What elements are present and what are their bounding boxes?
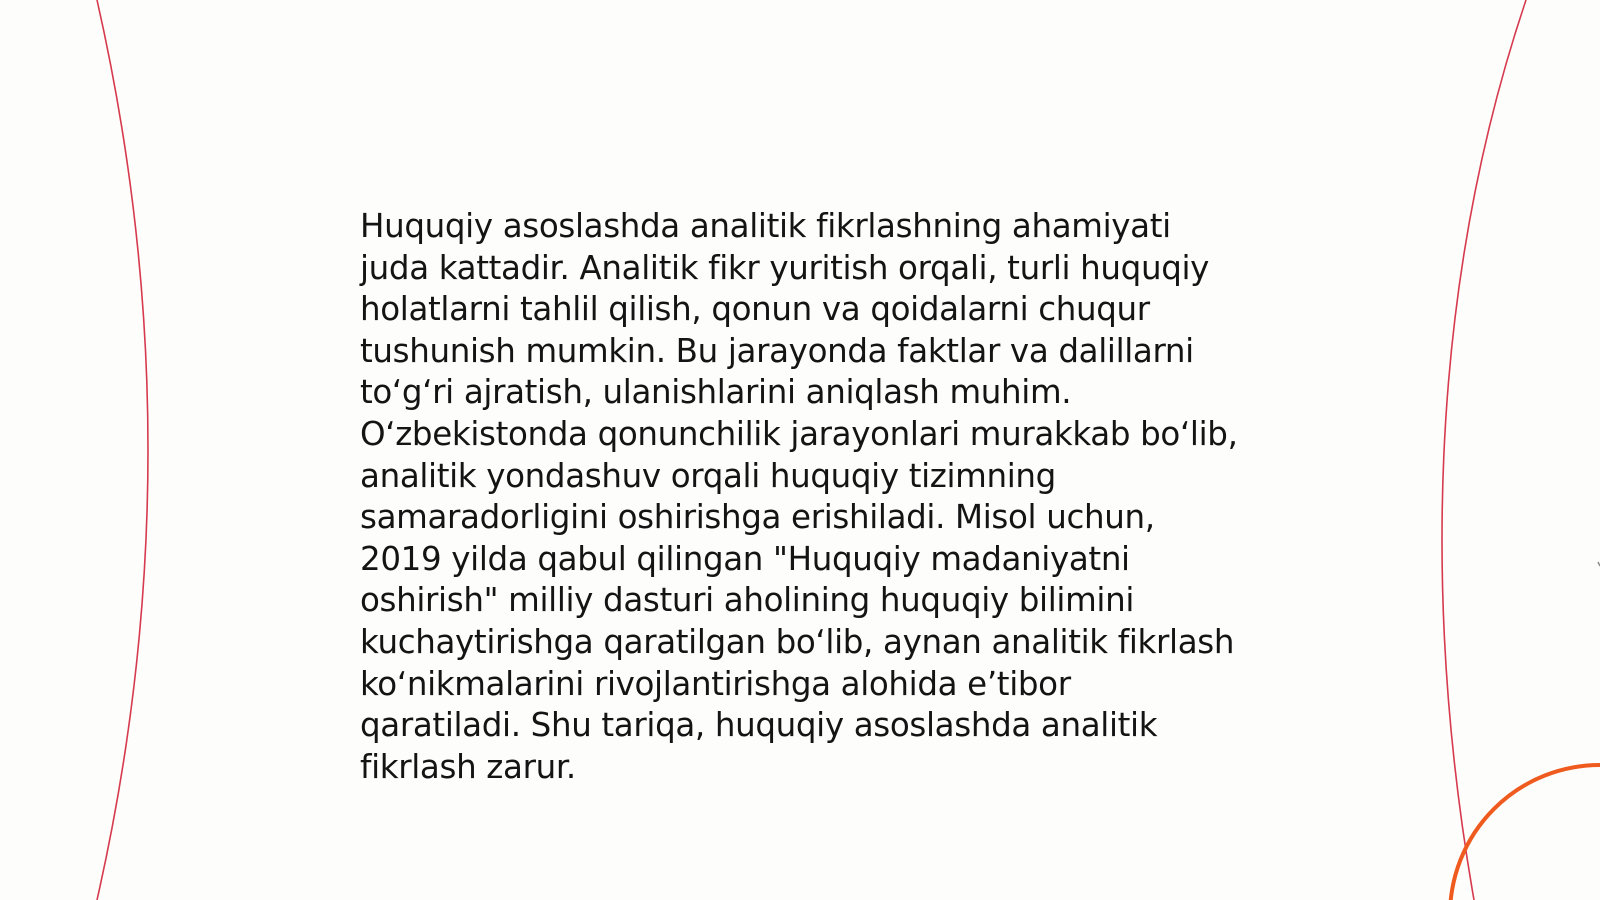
slide-body-text: Huquqiy asoslashda analitik fikrlashning ahamiyati juda kattadir. Analitik fikr yuritish orqali, turli huquqiy holatlarni tahlil qilish, qonun va qoidalarni chuqur tushunish mumkin. Bu jarayonda faktlar va dalillarni to‘g‘ri ajratish, ulanishlarini aniqlash muhim. O‘zbekistonda qonunchilik jarayonlari murakkab bo‘lib, analitik yondashuv orqali huquqiy tizimning samaradorligini oshirishga erishiladi. Misol uchun, 2019 yilda qabul qilingan "Huquqiy madaniyatni oshirish" milliy dasturi aholining huquqiy bilimini kuchaytirishga qaratilgan bo‘lib, aynan analitik fikrlash ko‘nikmalarini rivojlantirishga alohida e’tibor qaratiladi. Shu tariqa, huquqiy asoslashda analitik fikrlash zarur.: [360, 207, 1238, 786]
left-arc-line: [97, 0, 148, 900]
right-arc-line: [1442, 0, 1526, 900]
accent-circle-outline: [1450, 765, 1600, 900]
